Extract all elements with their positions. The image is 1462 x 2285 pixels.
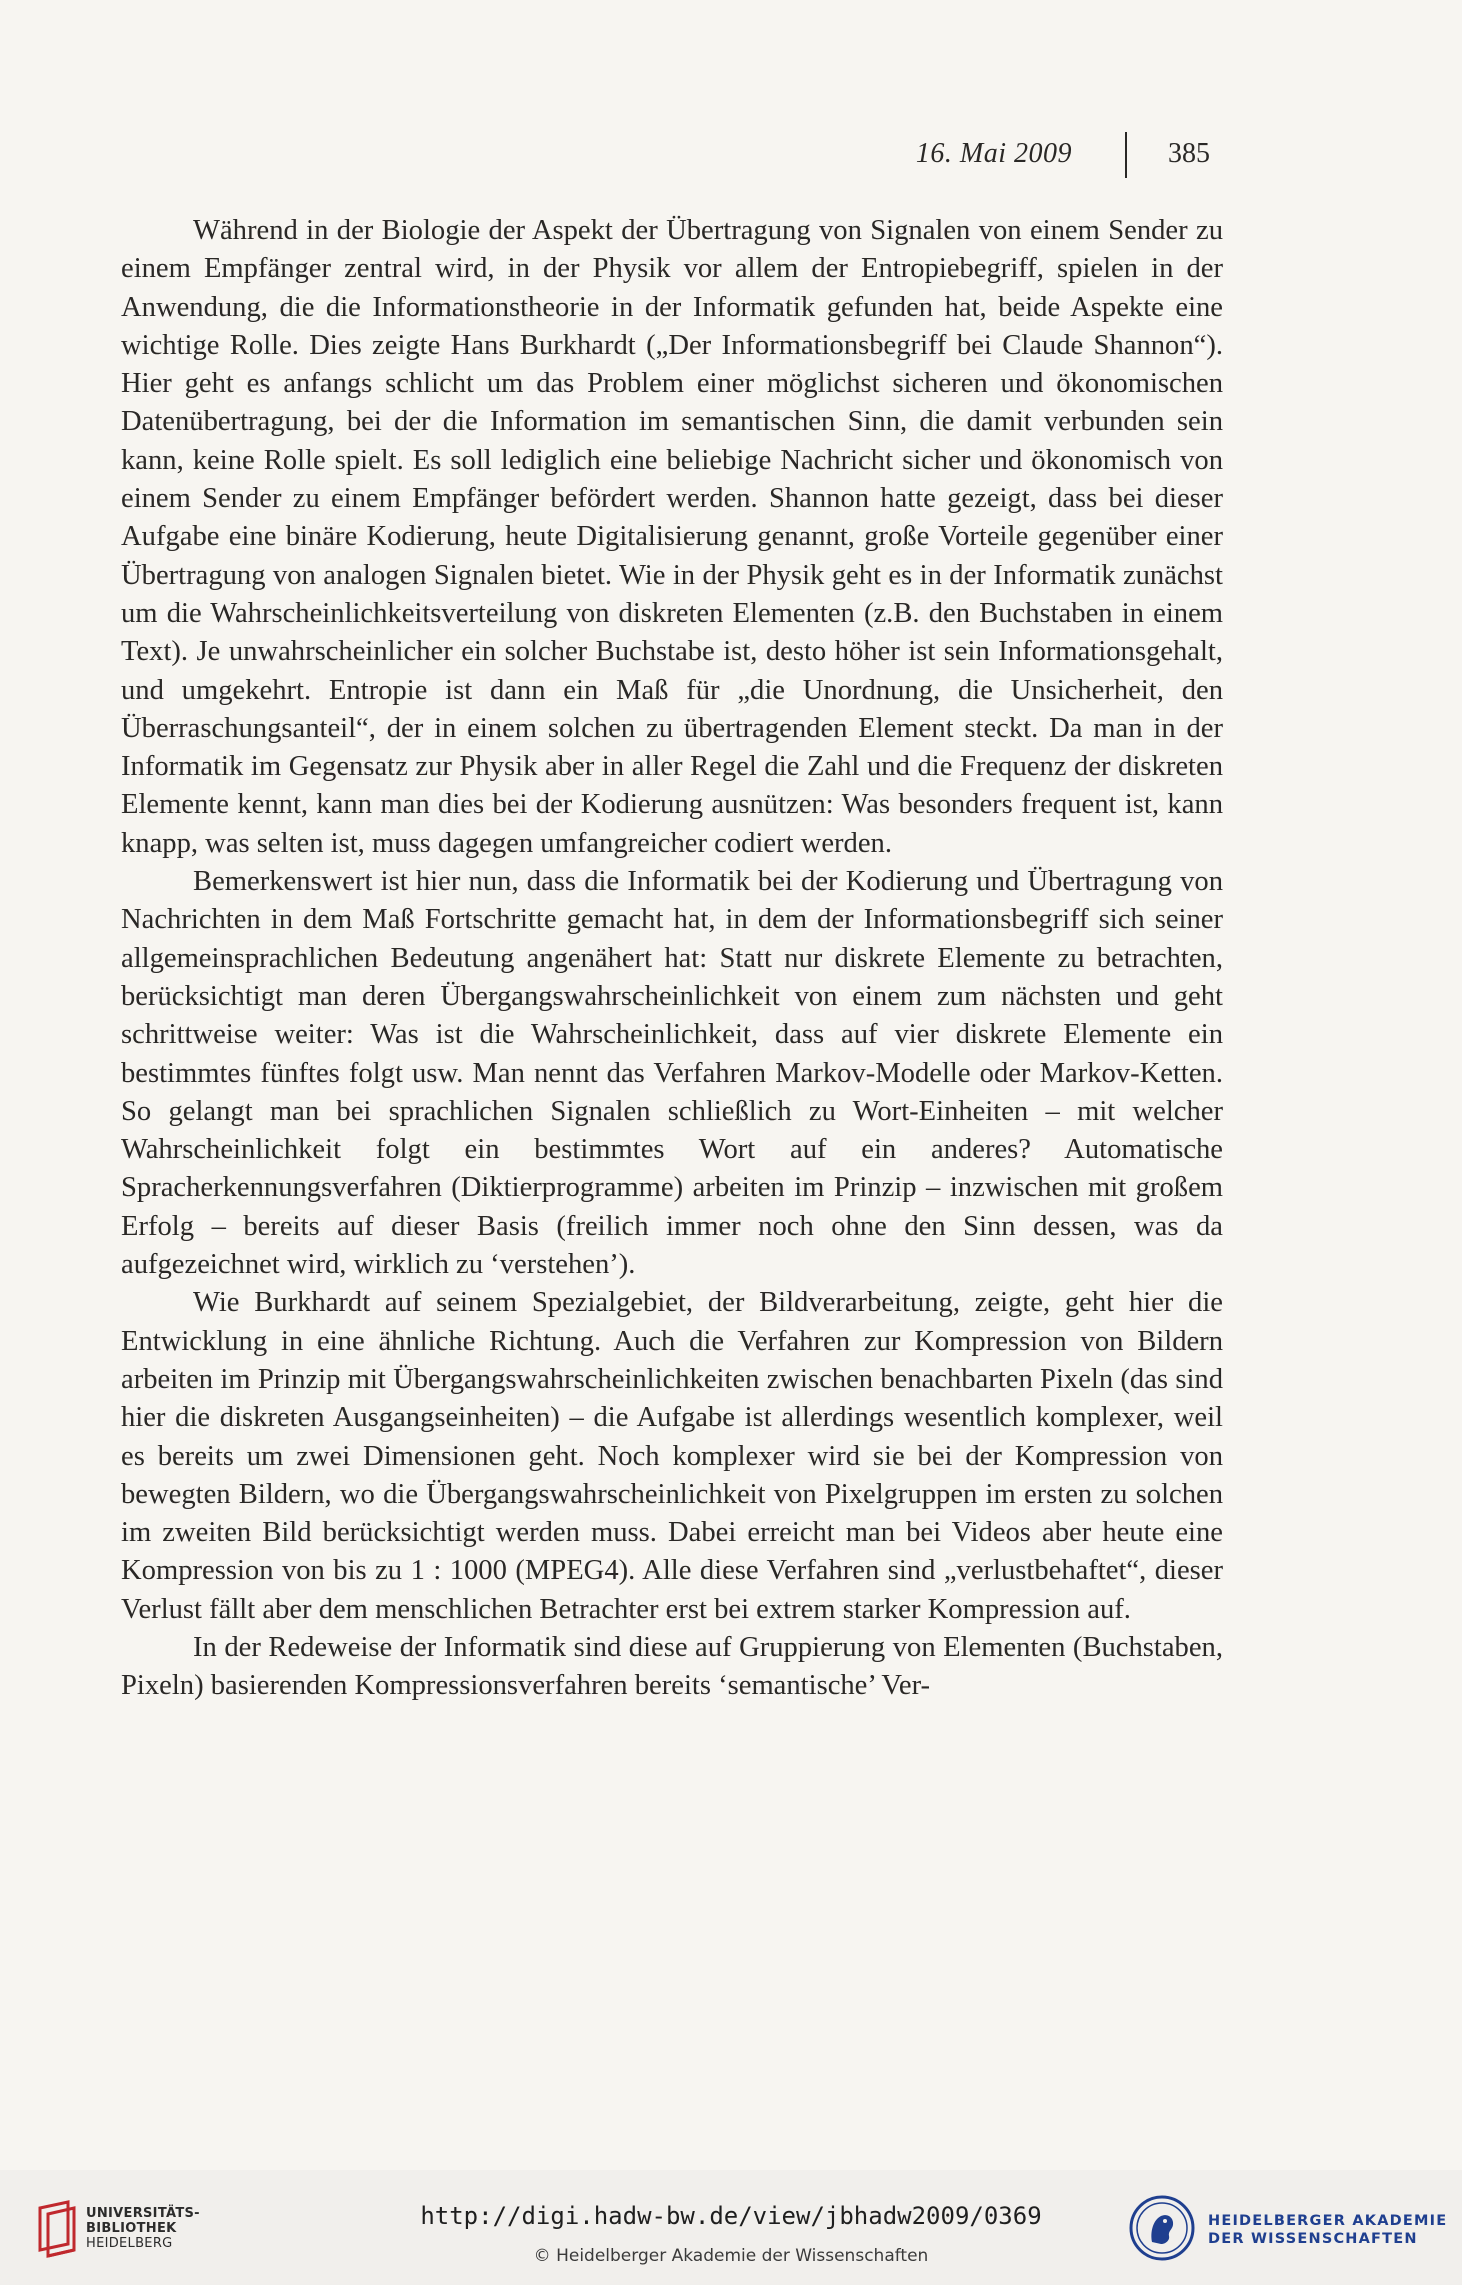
viewer-footer (0, 2170, 1462, 2285)
running-head-divider (1125, 132, 1127, 178)
body-text (121, 212, 1223, 1706)
library-name-line: HEIDELBERG (86, 2236, 173, 2251)
paragraph: Während in der Biologie der Aspekt der Übertragung von Signalen von einem Sender zu einem Empfänger zentral wird, in der Physik vor allem der Entropiebegriff, spielen in der Anwendung, die die Informationstheorie in der Informatik gefunden hat, beide Aspekte eine wichtige Rolle. Dies zeigte Hans Burkhardt („Der Informationsbegriff bei Claude Shannon“). Hier geht es anfangs schlicht um das Problem einer möglichst sicheren und ökonomischen Datenübertragung, bei der die Information im semantischen Sinn, die damit verbunden sein kann, keine Rolle spielt. Es soll lediglich eine beliebige Nachricht sicher und ökonomisch von einem Sender zu einem Empfänger befördert werden. Shannon hatte gezeigt, dass bei dieser Aufgabe eine binäre Kodierung, heute Digitalisierung genannt, große Vorteile gegenüber einer Übertragung von analogen Signalen bietet. Wie in der Physik geht es in der Informatik zunächst um die Wahrscheinlichkeitsverteilung von diskreten Elementen (z.B. den Buchstaben in einem Text). Je unwahrscheinlicher ein solcher Buchstabe ist, desto höher ist sein Informationsgehalt, und umgekehrt. Entropie ist dann ein Maß für „die Unordnung, die Unsicherheit, den Überraschungsanteil“, der in einem solchen zu übertragenden Element steckt. Da man in der Informatik im Gegensatz zur Physik aber in aller Regel die Zahl und die Frequenz der diskreten Elemente kennt, kann man dies bei der Kodierung ausnützen: Was besonders frequent ist, kann knapp, was selten ist, muss dagegen umfangreicher codiert werden. (121, 215, 1223, 859)
copyright-notice: © Heidelberger Akademie der Wissenschaften (533, 2246, 929, 2266)
paragraph: Bemerkenswert ist hier nun, dass die Informatik bei der Kodierung und Übertragung von Nachrichten in dem Maß Fortschritte gemacht hat, in dem der Informationsbegriff sich seiner allgemeinsprachlichen Bedeutung angenähert hat: Statt nur diskrete Elemente zu betrachten, berücksichtigt man deren Übergangswahrscheinlichkeit von einem zum nächsten und geht schrittweise weiter: Was ist die Wahrscheinlichkeit, dass auf vier diskrete Elemente ein bestimmtes fünftes folgt usw. Man nennt das Verfahren Markov-Modelle oder Markov-Ketten. So gelangt man bei sprachlichen Signalen schließlich zu Wort-Einheiten – mit welcher Wahrscheinlichkeit folgt ein bestimmtes Wort auf ein anderes? Automatische Spracherkennungsverfahren (Diktierprogramme) arbeiten im Prinzip – inzwischen mit großem Erfolg – bereits auf dieser Basis (freilich immer noch ohne den Sinn dessen, was da aufgezeichnet wird, wirklich zu ‘verstehen’). (121, 866, 1223, 1281)
permalink-url[interactable]: http://digi.hadw-bw.de/view/jbhadw2009/0369 (420, 2202, 1042, 2230)
running-head-date: 16. Mai 2009 (915, 138, 1072, 169)
academy-name-line: DER WISSENSCHAFTEN (1208, 2231, 1418, 2247)
page-number: 385 (1168, 138, 1210, 169)
paragraph: Wie Burkhardt auf seinem Spezialgebiet, der Bildverarbeitung, zeigte, geht hier die Entwicklung in eine ähnliche Richtung. Auch die Verfahren zur Kompression von Bildern arbeiten im Prinzip mit Übergangswahrscheinlichkeiten zwischen benachbarten Pixeln (das sind hier die diskreten Ausgangseinheiten) – die Aufgabe ist allerdings wesentlich komplexer, weil es bereits um zwei Dimensionen geht. Noch komplexer wird sie bei der Kompression von bewegten Bildern, wo die Übergangswahrscheinlichkeit von Pixelgruppen im ersten zu solchen im zweiten Bild berücksichtigt werden muss. Dabei erreicht man bei Videos aber heute eine Kompression von bis zu 1 : 1000 (MPEG4). Alle diese Verfahren sind „verlustbehaftet“, dieser Verlust fällt aber dem menschlichen Betrachter erst bei extrem starker Kompression auf. (121, 1287, 1223, 1625)
academy-name (1208, 2212, 1447, 2248)
paragraph: In der Redeweise der Informatik sind diese auf Gruppierung von Elementen (Buchstaben, Pixeln) basierenden Kompressionsverfahren bereits ‘semantische’ Ver- (121, 1631, 1223, 1702)
running-head (0, 132, 1462, 180)
hadw-seal-icon (1128, 2194, 1196, 2262)
library-name-line: BIBLIOTHEK (86, 2221, 177, 2236)
library-name-line: UNIVERSITÄTS- (86, 2206, 200, 2221)
academy-name-line: HEIDELBERGER AKADEMIE (1208, 2213, 1448, 2229)
